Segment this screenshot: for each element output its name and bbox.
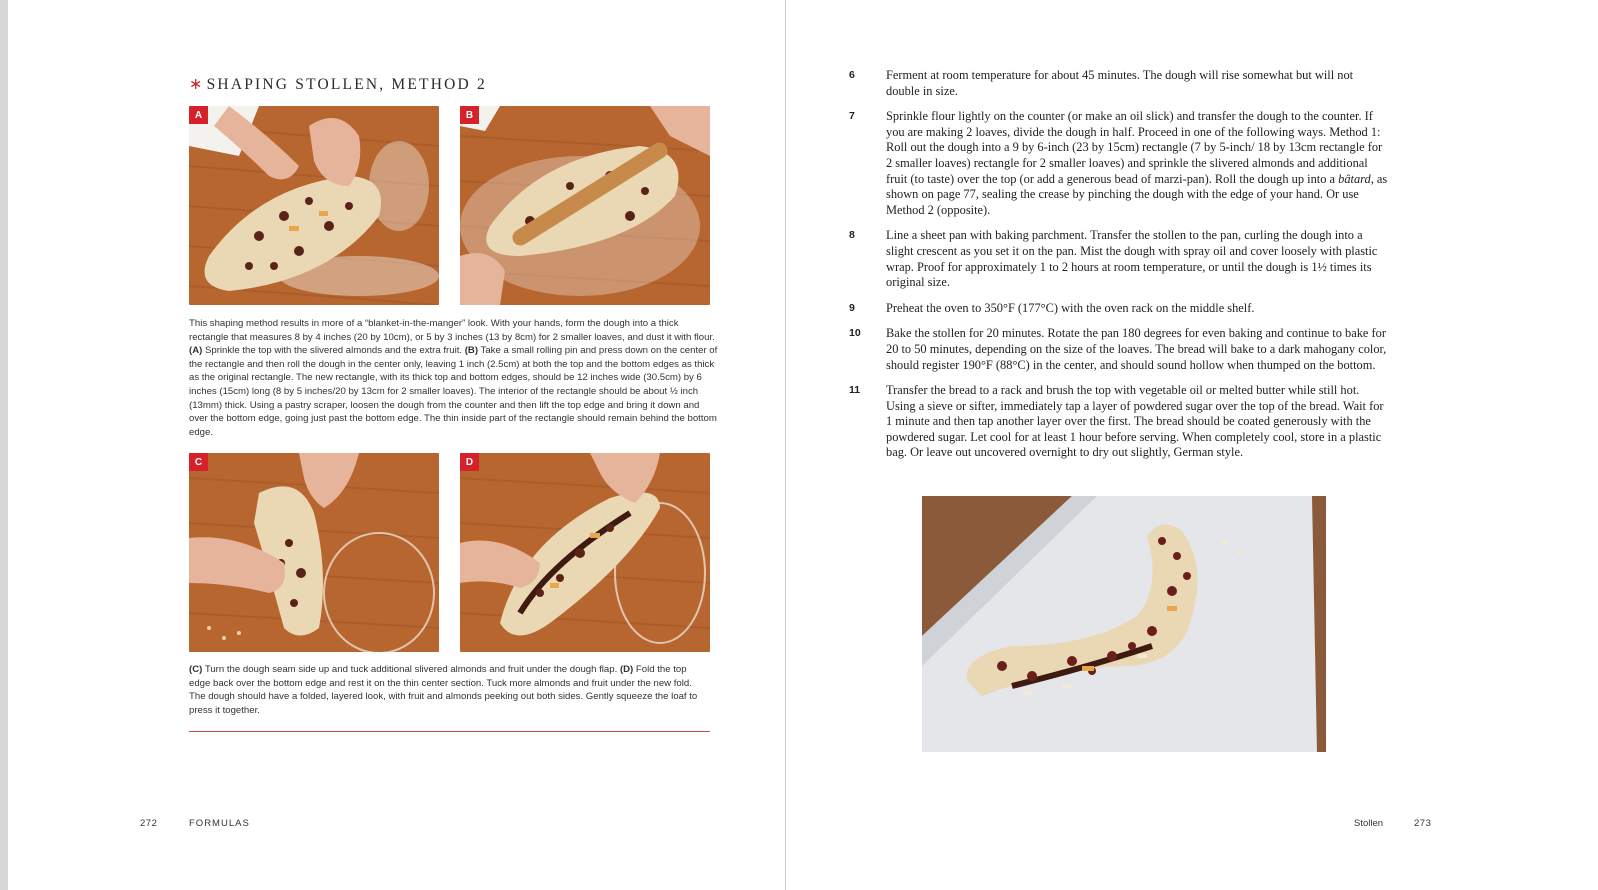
photo-tag: D — [460, 453, 479, 471]
photo-folded-stollen-icon — [460, 453, 710, 652]
list-item — [849, 68, 1397, 99]
list-item — [849, 326, 1397, 373]
step-text — [886, 109, 1388, 218]
photo-c — [189, 453, 439, 652]
caption-label-b: (B) — [464, 345, 479, 357]
photo-finished-stollen-icon — [922, 496, 1326, 752]
page-number-left: 272 — [140, 818, 158, 829]
book-edge — [0, 0, 8, 890]
photo-tag: A — [189, 106, 208, 124]
step-number: 11 — [849, 384, 861, 397]
step-number: 8 — [849, 229, 855, 242]
left-page — [8, 0, 785, 890]
caption-text: Fold the top edge back over the bottom edge and rest it on the thin center section. Tuck more almonds and fruit under the new fold. The dough should have a folded, layered look, with fruit and almonds peeking out both sides. Gently squeeze the loaf to press it together. — [189, 664, 698, 716]
caption-label-c: (C) — [189, 664, 203, 675]
list-item — [849, 301, 1397, 317]
photo-a — [189, 106, 439, 305]
step-text: Ferment at room temperature for about 45 minutes. The dough will rise somewhat but will not double in size. — [886, 68, 1354, 98]
right-page — [787, 0, 1598, 890]
photo-folding-dough-icon — [189, 453, 439, 652]
finished-stollen-photo — [922, 496, 1326, 752]
caption-label-a: (A) — [189, 345, 203, 357]
step-text-italic: bâtard — [1338, 171, 1371, 186]
step-number: 6 — [849, 69, 855, 81]
section-heading — [189, 74, 487, 94]
photo-tag: C — [189, 453, 208, 471]
caption-ab — [189, 317, 719, 439]
step-number: 9 — [849, 301, 855, 314]
page-gutter — [785, 0, 786, 890]
list-item — [849, 109, 1397, 218]
list-item — [849, 383, 1397, 461]
caption-text: Turn the dough seam side up and tuck additional slivered almonds and fruit under the dough flap. — [202, 664, 620, 675]
step-text-part: , as shown on page 77, sealing the crease by pinching the dough with the edge of your hand. Or use Method 2 (opposite). — [886, 171, 1388, 217]
photo-d — [460, 453, 710, 652]
running-head-right: Stollen — [1354, 818, 1384, 829]
heading-text: SHAPING STOLLEN, METHOD 2 — [206, 76, 487, 93]
divider-rule — [189, 731, 710, 732]
step-text: Preheat the oven to 350°F (177°C) with the oven rack on the middle shelf. — [886, 300, 1255, 315]
page-number-right: 273 — [1414, 818, 1432, 829]
photo-b — [460, 106, 710, 305]
photo-rolling-pin-icon — [460, 106, 710, 305]
running-head-left: FORMULAS — [189, 818, 250, 829]
step-text: Transfer the bread to a rack and brush the top with vegetable oil or melted butter while still hot. Using a sieve or sifter, immediately tap a layer of powdered sugar over the top of the bread. Wait for 1 minute and then tap another layer over the first. The bread should be coated generously with the powdered sugar. Let cool for at least 1 hour before serving. When completely cool, store in a plastic bag. Or leave out uncovered overnight to dry out slightly, German style. — [886, 383, 1384, 460]
caption-text: Sprinkle the top with the slivered almonds and the extra fruit. — [202, 345, 465, 357]
step-number: 10 — [849, 327, 861, 340]
caption-label-d: (D) — [619, 664, 634, 675]
list-item — [849, 228, 1397, 290]
step-text-part: Sprinkle flour lightly on the counter (or make an oil slick) and transfer the dough to the counter. If you are making 2 loaves, divide the dough in half. Proceed in one of the following ways. Method 1: Roll out the dough into a 9 by 6-inch (23 by 15cm) rectangle (7 by 5-inch/ 18 by 13cm rectangle for 2 smaller loaves) rectangle for 2 smaller loaves) and sprinkle the slivered almonds and additional fruit (to taste) over the top (or add a generous bead of marzi-pan). Roll the dough up into a — [886, 109, 1383, 186]
step-number: 7 — [849, 110, 855, 123]
step-text: Line a sheet pan with baking parchment. Transfer the stollen to the pan, curling the dough into a slight crescent as you set it on the pan. Mist the dough with spray oil and cover loosely with plastic wrap. Proof for approximately 1 to 2 hours at room temperature, or until the dough is 1½ times its original size. — [886, 228, 1378, 290]
step-list — [849, 68, 1397, 471]
caption-text: Take a small rolling pin and press down on the center of the rectangle and then roll the dough in the center only, leaving 1 inch (2.5cm) at both the top and the bottom edges as thick as the original rectangle. The new rectangle, with its thick top and bottom edges, should be 12 inches wide (30.5cm) by 6 inches (15cm) long (8 by 5 inches/20 by 13cm for 2 smaller loaves). The interior of the rectangle should be about ½ inch (13mm) thick. Using a pastry scraper, loosen the dough from the counter and then lift the top edge and bring it down and over the bottom edge, going just past the bottom edge. The thin inside part of the rectangle should remain behind the bottom edge. — [189, 345, 718, 438]
caption-cd — [189, 663, 704, 717]
asterisk-icon: ∗ — [189, 76, 205, 93]
photo-tag: B — [460, 106, 479, 124]
step-text: Bake the stollen for 20 minutes. Rotate the pan 180 degrees for even baking and continue to bake for 20 to 50 minutes, depending on the size of the loaves. The bread will bake to a dark mahogany color, should register 190°F (88°C) in the center, and should sound hollow when thumped on the bottom. — [886, 326, 1387, 372]
photo-rolling-dough-hands-icon — [189, 106, 439, 305]
caption-text: This shaping method results in more of a “blanket-in-the-manger” look. With your hands, form the dough into a thick rectangle that measures 8 by 4 inches (20 by 10cm), or 5 by 3 inches (13 by 8cm) for 2 smaller loaves, and dust it with flour. — [189, 318, 715, 343]
